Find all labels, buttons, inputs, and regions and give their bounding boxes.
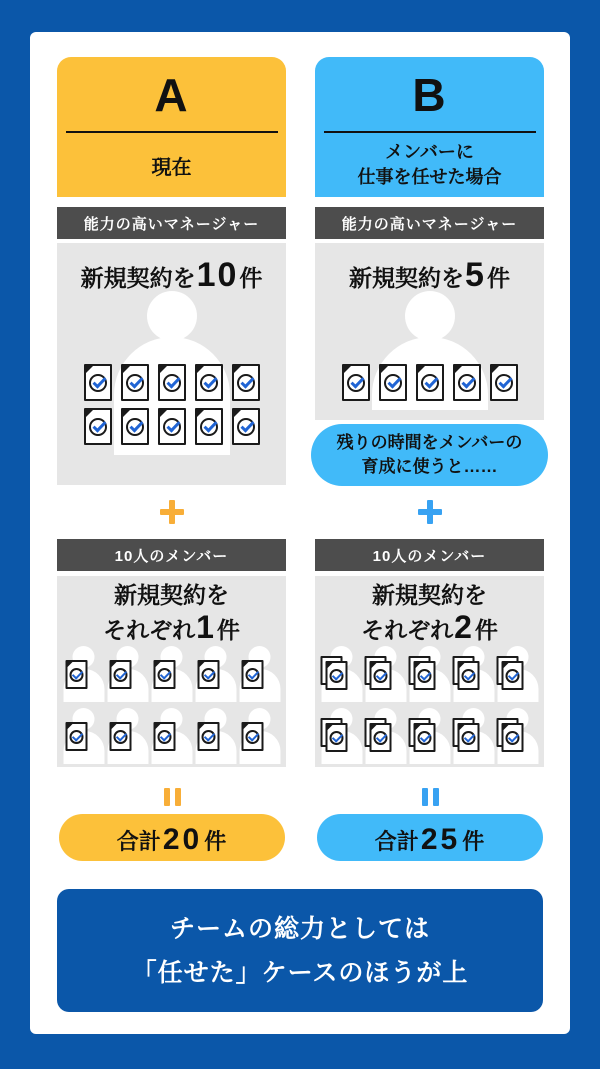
member-person-icon — [239, 646, 280, 702]
total-label: 合計 — [116, 829, 161, 854]
member-person-icon — [195, 646, 236, 702]
total-label: 合計 — [374, 829, 419, 854]
contract-doc-icon — [342, 364, 370, 401]
contract-doc-stack-icon — [320, 656, 347, 690]
contract-doc-stack-icon — [408, 656, 435, 690]
column-a-total-pill — [59, 814, 285, 861]
column-b-case-title — [358, 133, 502, 197]
member-person-icon — [453, 708, 494, 764]
column-b-header-card — [315, 57, 544, 197]
member-person-icon — [497, 646, 538, 702]
contract-doc-icon — [195, 408, 223, 445]
contract-doc-icon — [453, 364, 481, 401]
column-b-members-panel — [315, 576, 544, 767]
note-line1: 残りの時間をメンバーの — [336, 433, 523, 452]
member-person-icon — [107, 646, 148, 702]
contract-doc-icon — [501, 661, 523, 690]
member-person-icon — [453, 646, 494, 702]
contract-doc-stack-icon — [320, 718, 347, 752]
member-person-icon — [63, 646, 104, 702]
contract-doc-icon — [457, 723, 479, 752]
member-person-icon — [63, 708, 104, 764]
contract-doc-icon — [490, 364, 518, 401]
headline-pre: 新規契約を — [80, 265, 196, 291]
column-b-manager-panel — [315, 243, 544, 420]
contract-doc-stack-icon — [452, 718, 479, 752]
column-b-note-bubble — [311, 424, 548, 486]
contract-doc-icon — [379, 364, 407, 401]
manager-headline — [57, 248, 286, 294]
members-headline — [315, 582, 544, 648]
contract-doc-grid — [84, 364, 260, 445]
contract-doc-icon — [232, 364, 260, 401]
column-b-total-pill — [317, 814, 543, 861]
total-unit: 件 — [462, 829, 485, 854]
member-person-icon — [409, 646, 450, 702]
contract-doc-icon — [232, 408, 260, 445]
conclusion-line1: チームの総力としては — [169, 914, 430, 943]
member-person-icon — [107, 708, 148, 764]
column-b-members-badge: 10人のメンバー — [315, 539, 544, 571]
manager-person-icon — [405, 291, 455, 341]
contract-doc-icon — [369, 661, 391, 690]
member-person-icon — [365, 708, 406, 764]
headline-unit: 件 — [486, 265, 510, 291]
contract-doc-stack-icon — [496, 718, 523, 752]
members-headline-line1: 新規契約を — [114, 582, 229, 608]
contract-doc-icon — [325, 661, 347, 690]
headline-unit: 件 — [239, 265, 263, 291]
member-person-icon — [151, 646, 192, 702]
headline-number: 10 — [196, 256, 239, 294]
contract-doc-icon — [121, 364, 149, 401]
contract-doc-icon — [109, 722, 131, 751]
column-b-letter: B — [412, 69, 447, 121]
member-person-icon — [365, 646, 406, 702]
contract-doc-icon — [501, 723, 523, 752]
contract-doc-icon — [153, 722, 175, 751]
column-a-manager-badge: 能力の高いマネージャー — [57, 207, 286, 239]
member-person-icon — [497, 708, 538, 764]
contract-doc-stack-icon — [408, 718, 435, 752]
column-a — [57, 32, 286, 1034]
contract-doc-icon — [121, 408, 149, 445]
contract-doc-icon — [325, 723, 347, 752]
contract-doc-icon — [84, 408, 112, 445]
equals-icon — [164, 788, 181, 806]
members-headline-line2: それぞれ2件 — [361, 609, 498, 645]
plus-icon — [160, 500, 184, 524]
total-unit: 件 — [204, 829, 227, 854]
contract-doc-icon — [197, 722, 219, 751]
column-a-letter: A — [154, 69, 189, 121]
contract-doc-grid — [342, 364, 518, 401]
contract-doc-icon — [153, 660, 175, 689]
contract-doc-icon — [413, 723, 435, 752]
column-b — [315, 32, 544, 1034]
member-person-icon — [321, 708, 362, 764]
case-title-line2: 仕事を任せた場合 — [357, 167, 502, 187]
total-number: 20 — [162, 823, 203, 856]
member-person-icon — [409, 708, 450, 764]
contract-doc-icon — [369, 723, 391, 752]
column-b-manager-badge: 能力の高いマネージャー — [315, 207, 544, 239]
total-number: 25 — [420, 823, 461, 856]
member-icon-grid — [321, 646, 538, 764]
contract-doc-icon — [109, 660, 131, 689]
contract-doc-stack-icon — [452, 656, 479, 690]
member-person-icon — [195, 708, 236, 764]
contract-doc-icon — [413, 661, 435, 690]
conclusion-line2: 「任せた」ケースのほうが上 — [131, 958, 469, 987]
contract-doc-icon — [241, 722, 263, 751]
member-person-icon — [321, 646, 362, 702]
content-panel — [30, 32, 570, 1034]
member-person-icon — [239, 708, 280, 764]
members-headline-line2: それぞれ1件 — [103, 609, 240, 645]
contract-doc-icon — [158, 364, 186, 401]
contract-doc-stack-icon — [496, 656, 523, 690]
contract-doc-icon — [241, 660, 263, 689]
column-a-members-panel — [57, 576, 286, 767]
manager-person-icon — [147, 291, 197, 341]
headline-pre: 新規契約を — [349, 265, 465, 291]
case-title-text: 現在 — [151, 156, 192, 179]
members-headline-line1: 新規契約を — [372, 582, 487, 608]
column-a-case-title — [152, 133, 192, 197]
case-title-line1: メンバーに — [385, 142, 474, 162]
manager-headline — [315, 248, 544, 294]
contract-doc-icon — [65, 722, 87, 751]
member-icon-grid — [63, 646, 280, 764]
contract-doc-icon — [158, 408, 186, 445]
column-a-manager-panel — [57, 243, 286, 485]
contract-doc-icon — [84, 364, 112, 401]
contract-doc-icon — [195, 364, 223, 401]
contract-doc-icon — [416, 364, 444, 401]
note-line2: 育成に使うと…… — [361, 457, 498, 476]
conclusion-banner — [57, 889, 543, 1012]
contract-doc-icon — [65, 660, 87, 689]
contract-doc-stack-icon — [364, 718, 391, 752]
contract-doc-icon — [197, 660, 219, 689]
members-headline — [57, 582, 286, 648]
equals-icon — [422, 788, 439, 806]
column-a-members-badge: 10人のメンバー — [57, 539, 286, 571]
column-a-header-card — [57, 57, 286, 197]
headline-number: 5 — [465, 256, 486, 294]
contract-doc-stack-icon — [364, 656, 391, 690]
member-person-icon — [151, 708, 192, 764]
plus-icon — [418, 500, 442, 524]
contract-doc-icon — [457, 661, 479, 690]
